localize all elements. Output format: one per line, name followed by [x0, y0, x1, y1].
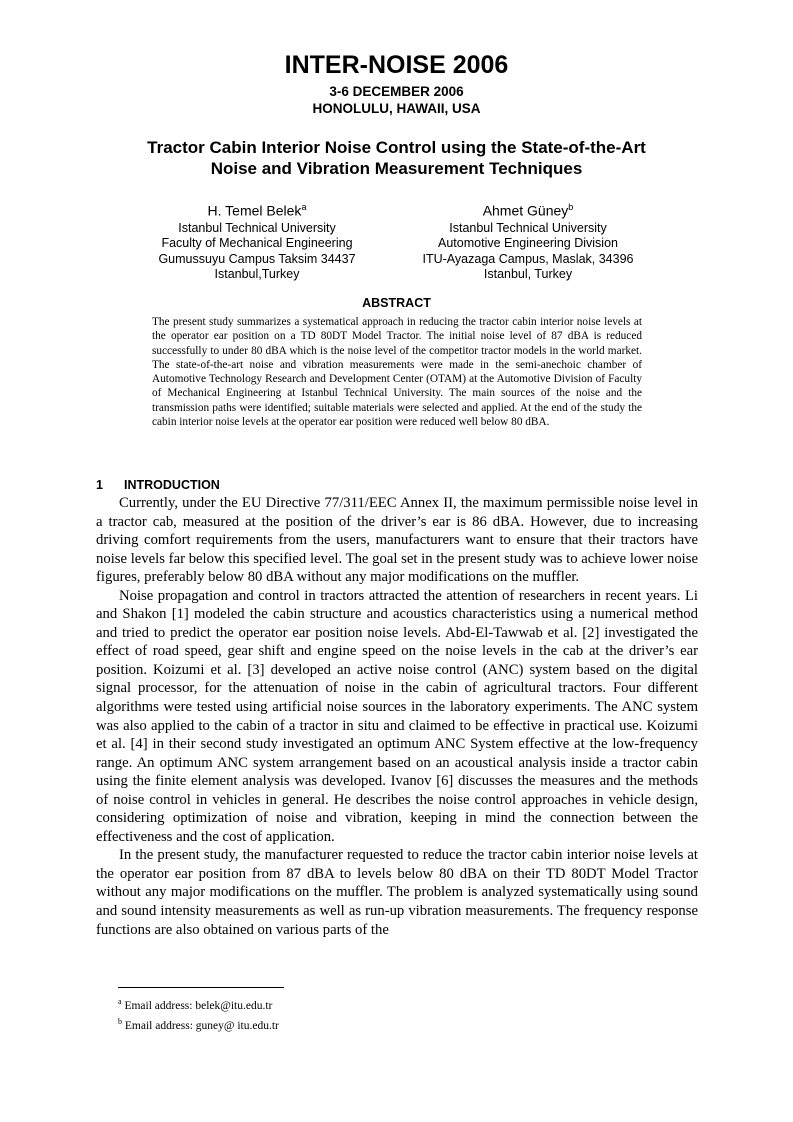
- author-footnote-mark: a: [301, 202, 307, 212]
- footnote: [118, 1014, 279, 1034]
- affiliation-line: Istanbul Technical University: [178, 220, 336, 235]
- affiliation-line: Istanbul, Turkey: [483, 267, 573, 282]
- introduction-body: [96, 494, 698, 939]
- paper-title: [100, 137, 693, 179]
- abstract-heading: ABSTRACT: [362, 296, 431, 310]
- paragraph: In the present study, the manufacturer requested to reduce the tractor cabin interior noise levels at the operator ear position from 87 dBA to levels below 80 dBA on their TD 80DT Model Tractor without any major modifications on the muffler. The problem is analyzed systematically using sound and sound intensity measurements as well as run-up vibration measurements. The frequency response functions are also obtained on various parts of the: [96, 847, 698, 938]
- footnote-text: Email address: guney@ itu.edu.tr: [122, 1019, 279, 1032]
- footnote-mark: a: [118, 997, 122, 1006]
- affiliation-line: ITU-Ayazaga Campus, Maslak, 34396: [422, 251, 634, 266]
- section-number: 1: [96, 478, 103, 492]
- paragraph: Noise propagation and control in tractors attracted the attention of researchers in recent years. Li and Shakon [1] modeled the cabin structure and acoustics characteristics using a numerical method and tried to predict the operator ear position noise levels. Abd-El-Tawwab et al. [2] investigated the effect of road speed, gear shift and engine speed on the noise levels in the cab at the driver’s ear position. Koizumi et al. [3] developed an active noise control (ANC) system based on the digital signal processor, for the attenuation of noise in the cabin of agricultural tractors. Four different algorithms were tested using artificial noise sources in the laboratory experiments. The ANC system was also applied to the cabin of a tractor in situ and claimed to be effective in practical use. Koizumi et al. [4] in their second study investigated an optimum ANC System effective at the low-frequency range. An optimum ANC system arrangement based on an acoustical analysis inside a tractor cabin using the finite element analysis was developed. Ivanov [6] discusses the measures and the methods of noise control in vehicles in general. He describes the noise control approaches in vehicle design, considering optimization of noise and vibration, keeping in mind the connection between the effectiveness and the cost of application.: [96, 587, 698, 845]
- author-name: H. Temel Belek$^a$: [207, 202, 307, 219]
- paper-title-line-1: Tractor Cabin Interior Noise Control using the State-of-the-Art: [147, 138, 646, 157]
- paragraph: Currently, under the EU Directive 77/311/EEC Annex II, the maximum permissible noise level in a tractor cab, measured at the position of the driver’s ear is 86 dBA. However, due to increasing driving comfort requirements from the users, manufacturers want to ensure that their tractors have noise levels far below this specified level. The goal set in the present study was to achieve lower noise figures, preferably below 80 dBA without any major modifications on the muffler.: [96, 495, 698, 586]
- author-block-belek: [130, 198, 384, 283]
- footnote-text: Email address: belek@itu.edu.tr: [121, 999, 273, 1012]
- footnotes: [118, 994, 279, 1034]
- affiliation-line: Faculty of Mechanical Engineering: [161, 236, 353, 251]
- conference-title: INTER-NOISE 2006: [284, 51, 509, 79]
- section-heading: [96, 478, 220, 492]
- conference-location: HONOLULU, HAWAII, USA: [312, 101, 481, 116]
- paper-title-line-2: Noise and Vibration Measurement Techniques: [210, 159, 583, 178]
- affiliation-line: Gumussuyu Campus Taksim 34437: [158, 251, 356, 266]
- affiliation-line: Istanbul Technical University: [449, 220, 607, 235]
- footnote-mark: b: [118, 1016, 122, 1026]
- footnote-divider: [118, 987, 284, 988]
- affiliation-line: Automotive Engineering Division: [438, 236, 618, 251]
- abstract-text: The present study summarizes a systematical approach in reducing the tractor cabin interior noise levels at the operator ear position on a TD 80DT Model Tractor. The initial noise level of 87 dBA is reduced successfully to under 80 dBA which is the noise level of the competitor tractor models in the world market. The state-of-the-art noise and vibration measurements were made in the semi-anechoic chamber of Automotive Technology Research and Development Center (OTAM) at the Automotive Division of Faculty of Mechanical Engineering at Istanbul Technical University. The main sources of the noise and the transmission paths were identified; suitable materials were selected and applied. At the end of the study the cabin interior noise levels at the operator ear position were reduced well below 80 dBA.: [152, 316, 642, 429]
- author-block-guney: [408, 198, 648, 283]
- section-title: INTRODUCTION: [124, 478, 220, 492]
- affiliation-line: Istanbul,Turkey: [214, 267, 300, 282]
- author-name: Ahmet Güney$^b$: [482, 202, 574, 219]
- footnote: [118, 994, 279, 1014]
- author-footnote-mark: b: [568, 202, 574, 212]
- conference-dates: 3-6 DECEMBER 2006: [329, 84, 464, 99]
